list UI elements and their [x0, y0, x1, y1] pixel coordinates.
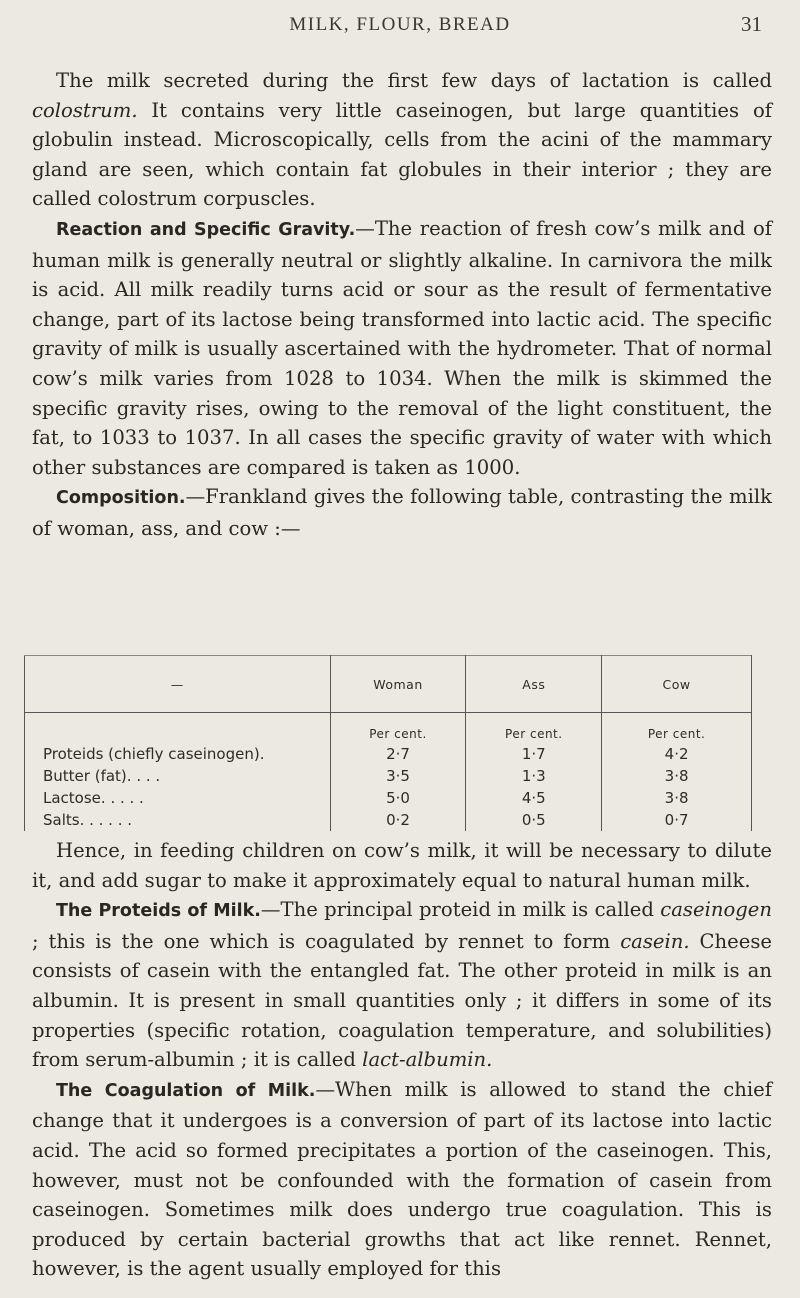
table-corner: — [25, 656, 331, 713]
para3-text: —Frankland gives the following table, contrasting the milk of woman, ass, and cow :— [32, 485, 772, 540]
term-casein: casein. [620, 929, 690, 953]
body-text-bottom [32, 836, 772, 1284]
col-cow: Cow [602, 656, 752, 713]
paragraph-proteids [32, 895, 772, 1075]
paragraph-reaction [32, 214, 772, 482]
page-number: 31 [741, 12, 762, 36]
unit-label: Per cent. [505, 727, 563, 741]
body-text-top [32, 66, 772, 544]
heading-proteids: The Proteids of Milk. [56, 901, 261, 922]
paragraph-feeding [32, 836, 772, 895]
term-lact-albumin: lact-albumin. [362, 1048, 493, 1072]
composition-table [24, 655, 752, 829]
table-cell: 2·7 [386, 745, 410, 763]
running-head: MILK, FLOUR, BREAD [289, 14, 511, 35]
table-cell: 3·8 [664, 767, 689, 785]
table-cell: 0·5 [521, 811, 546, 829]
para5-text-c: Cheese consists of casein with the entangled fat. The other proteid in milk is an albumin. It is present in small quantities only ; it differs in some of its properties (specific rotation, coagulation temperature, and solubilities) from serum-albumin ; it is called [32, 929, 772, 1072]
row-label: Butter (fat). . . . [43, 767, 161, 785]
table-cell: 5·0 [386, 789, 410, 807]
para1-text-b: It contains very little caseinogen, but large quantities of globulin instead. Microscopically, cells from the acini of the mammary gland are seen, which contain fat globules in their interior ; they are called colostrum corpuscles. [32, 98, 772, 211]
para4-text: Hence, in feeding children on cow’s milk, it will be necessary to dilute it, and add sugar to make it approximately equal to natural human milk. [32, 839, 772, 892]
paragraph-colostrum [32, 66, 772, 214]
term-colostrum: colostrum. [32, 98, 138, 122]
table-cell: 4·5 [521, 789, 546, 807]
table-cell: 3·5 [386, 767, 410, 785]
heading-reaction: Reaction and Specific Gravity. [56, 219, 356, 240]
row-label: Salts. . . . . . [43, 811, 133, 829]
para2-text: —The reaction of fresh cow’s milk and of human milk is generally neutral or slightly alkaline. In carnivora the milk is acid. All milk readily turns acid or sour as the result of fermentative change, part of its lactose being transformed into lactic acid. The specific gravity of milk is usually ascertained with the hydrometer. That of normal cow’s milk varies from 1028 to 1034. When the milk is skimmed the specific gravity rises, owing to the removal of the light constituent, the fat, to 1033 to 1037. In all cases the specific gravity of water with which other substances are compared is taken as 1000. [32, 216, 772, 479]
unit-label: Per cent. [647, 727, 706, 741]
paragraph-composition [32, 482, 772, 543]
table-cell: 1·7 [521, 745, 546, 763]
para5-text-b: ; this is the one which is coagulated by rennet to form [32, 929, 621, 953]
paragraph-coagulation [32, 1075, 772, 1284]
page-header [0, 8, 800, 48]
col-ass: Ass [466, 656, 602, 713]
unit-label: Per cent. [369, 727, 427, 741]
row-label: Proteids (chiefly caseinogen). [43, 745, 265, 763]
col-woman: Woman [330, 656, 466, 713]
table-cell: 3·8 [664, 789, 689, 807]
para5-text-a: —The principal proteid in milk is called [260, 898, 661, 922]
heading-composition: Composition. [56, 488, 186, 509]
col-woman-values [330, 713, 466, 832]
term-caseinogen: caseinogen [660, 898, 773, 922]
table-cell: 1·3 [521, 767, 546, 785]
table-cell: 0·2 [386, 811, 410, 829]
col-cow-values [602, 713, 752, 832]
para1-text-a: The milk secreted during the first few days of lactation is called [56, 69, 772, 92]
table-cell: 4·2 [664, 745, 689, 763]
row-label: Lactose. . . . . [43, 789, 144, 807]
col-ass-values [466, 713, 602, 832]
row-labels [25, 713, 331, 832]
para6-text: —When milk is allowed to stand the chief change that it undergoes is a conversion of part of its lactose into lactic acid. The acid so formed precipitates a portion of the caseinogen. This, however, must not be confounded with the formation of casein from caseinogen. Sometimes milk does undergo true coagulation. This is produced by certain bacterial growths that act like rennet. Rennet, however, is the agent usually employed for this [32, 1077, 772, 1281]
heading-coagulation: The Coagulation of Milk. [56, 1080, 316, 1101]
table-cell: 0·7 [664, 811, 689, 829]
